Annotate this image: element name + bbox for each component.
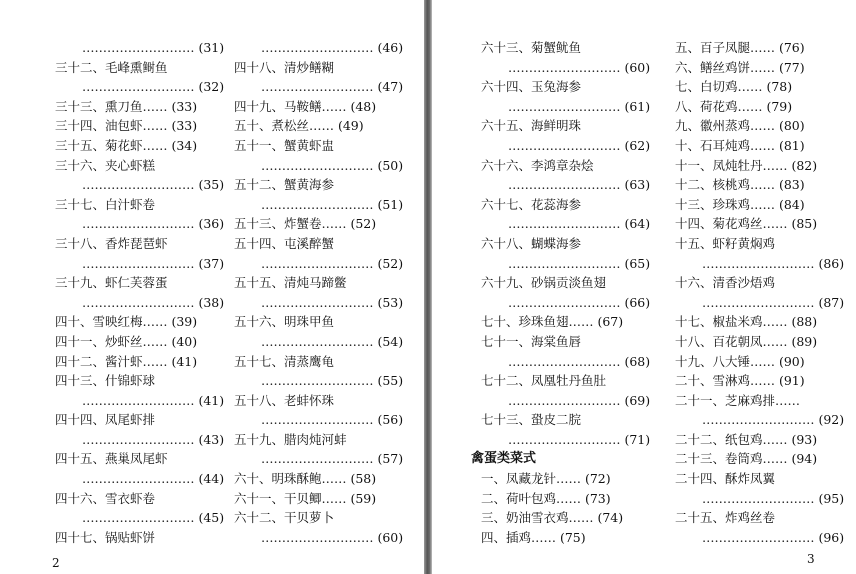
toc-line: 三十三、熏刀鱼…… (33) [55, 98, 198, 114]
toc-line: 二十三、卷筒鸡…… (94) [675, 451, 818, 467]
left-column-2 [234, 38, 403, 547]
section-heading: 禽蛋类菜式 [471, 451, 537, 467]
toc-line: 五十一、蟹黄虾盅 [234, 137, 335, 153]
toc-line: ……………………… (57) [261, 451, 404, 467]
toc-line: ……………………… (61) [508, 98, 651, 114]
toc-line: 三十五、菊花虾…… (34) [55, 137, 198, 153]
toc-line: 七、白切鸡…… (78) [675, 79, 793, 95]
toc-line: ……………………… (38) [82, 294, 225, 310]
toc-line: ……………………… (36) [82, 216, 225, 232]
toc-line: 二十、雪淋鸡…… (91) [675, 373, 805, 389]
toc-line: 三十八、香炸琵琶虾 [55, 235, 168, 251]
toc-line: ……………………… (65) [508, 255, 651, 271]
toc-line: 五十七、清蒸鹰龟 [234, 353, 335, 369]
toc-line: 十七、椒盐米鸡…… (88) [675, 314, 818, 330]
toc-line: ……………………… (51) [261, 196, 404, 212]
toc-line: ……………………… (31) [82, 40, 225, 55]
right-column-1 [471, 38, 651, 547]
toc-line: ……………………… (44) [82, 471, 225, 487]
toc-line: ……………………… (86) [702, 255, 845, 271]
toc-line: ……………………… (71) [508, 431, 651, 447]
toc-line: ……………………… (53) [261, 294, 404, 310]
toc-line: 五十、煮松丝…… (49) [234, 118, 364, 134]
toc-line: 四十八、清炒鳝糊 [234, 59, 335, 75]
toc-line: 六十九、砂锅贡淡鱼翅 [481, 275, 607, 291]
toc-line: 六十七、花蕊海参 [481, 196, 582, 212]
toc-line: 六十三、菊蟹鱿鱼 [481, 40, 582, 55]
toc-line: 二、荷叶包鸡…… (73) [481, 490, 611, 506]
page-number-left: 2 [52, 556, 60, 570]
toc-line: 四十一、炒虾丝…… (40) [55, 333, 198, 349]
toc-line: ……………………… (43) [82, 431, 225, 447]
toc-line: ……………………… (56) [261, 412, 404, 428]
toc-line: 六十五、海鲜明珠 [481, 118, 582, 134]
toc-line: ……………………… (35) [82, 177, 225, 193]
toc-line: 三十四、油包虾…… (33) [55, 118, 198, 134]
toc-line: 五十二、蟹黄海参 [234, 177, 335, 193]
toc-line: 七十、珍珠鱼翅…… (67) [481, 314, 624, 330]
toc-line: ……………………… (45) [82, 510, 225, 526]
toc-line: 六十六、李鸿章杂烩 [481, 157, 594, 173]
toc-line: 五十六、明珠甲鱼 [234, 314, 335, 330]
page-number-right: 3 [807, 552, 815, 566]
book-gutter [424, 0, 432, 574]
toc-line: 六十四、玉兔海参 [481, 79, 582, 95]
toc-line: 三十二、毛峰熏鲥鱼 [55, 59, 168, 75]
toc-line: 十四、菊花鸡丝…… (85) [675, 216, 818, 232]
toc-line: 九、徽州蒸鸡…… (80) [675, 118, 805, 134]
toc-line: 五十八、老蚌怀珠 [234, 392, 335, 408]
toc-line: 二十二、纸包鸡…… (93) [675, 431, 818, 447]
toc-line: 六十一、干贝鲫…… (59) [234, 490, 377, 506]
toc-line: 五十五、清炖马蹄鳖 [234, 275, 347, 291]
toc-line: 六十、明珠酥鲍…… (58) [234, 471, 377, 487]
toc-line: 四十六、雪衣虾卷 [55, 490, 156, 506]
toc-line: 三、奶油雪衣鸡…… (74) [481, 510, 624, 526]
toc-line: 三十六、夹心虾糕 [55, 157, 156, 173]
toc-line: 七十三、蛩皮二脘 [481, 412, 582, 428]
toc-line: 四十九、马鞍鳝…… (48) [234, 98, 377, 114]
toc-line: ……………………… (46) [261, 40, 404, 55]
toc-line: 五十九、腊肉炖河蚌 [234, 431, 347, 447]
toc-line: ……………………… (69) [508, 392, 651, 408]
toc-line: 三十九、虾仁芙蓉蛋 [55, 275, 168, 291]
toc-line: 二十一、芝麻鸡排…… [675, 392, 801, 408]
toc-line: 四十二、酱汁虾…… (41) [55, 353, 198, 369]
toc-line: 三十七、白汁虾卷 [55, 196, 156, 212]
toc-line: 六十二、干贝萝卜 [234, 510, 335, 526]
toc-line: ……………………… (41) [82, 392, 225, 408]
toc-line: 四十七、锅贴虾饼 [55, 529, 156, 545]
toc-line: 五十三、炸蟹卷…… (52) [234, 216, 377, 232]
toc-line: 六十八、蝴蝶海参 [481, 235, 582, 251]
toc-line: 六、鳝丝鸡饼…… (77) [675, 59, 805, 75]
toc-line: ……………………… (62) [508, 137, 651, 153]
left-column-1 [55, 38, 224, 547]
toc-line: ……………………… (63) [508, 177, 651, 193]
toc-line: ……………………… (68) [508, 353, 651, 369]
toc-line: ……………………… (55) [261, 373, 404, 389]
toc-line: 四十、雪映红梅…… (39) [55, 314, 198, 330]
toc-line: 十八、百花朝凤…… (89) [675, 333, 818, 349]
toc-line: 十、石耳炖鸡…… (81) [675, 137, 805, 153]
toc-line: ……………………… (95) [702, 490, 845, 506]
toc-line: 二十五、炸鸡丝卷 [675, 510, 776, 526]
toc-line: 四十三、什锦虾球 [55, 373, 156, 389]
toc-line: ……………………… (92) [702, 412, 845, 428]
toc-line: ……………………… (66) [508, 294, 651, 310]
toc-line: ……………………… (32) [82, 79, 225, 95]
toc-line: 八、荷花鸡…… (79) [675, 98, 793, 114]
right-column-2 [675, 38, 844, 547]
toc-line: ……………………… (52) [261, 255, 404, 271]
right-page [432, 0, 856, 574]
toc-line: ……………………… (54) [261, 333, 404, 349]
left-page [0, 0, 424, 574]
toc-line: 四十五、燕巢凤尾虾 [55, 451, 168, 467]
toc-line: 七十二、凤凰牡丹鱼肚 [481, 373, 607, 389]
toc-line: 十一、凤炖牡丹…… (82) [675, 157, 818, 173]
toc-line: 十二、核桃鸡…… (83) [675, 177, 805, 193]
toc-line: 一、凤藏龙针…… (72) [481, 471, 611, 487]
toc-line: ……………………… (47) [261, 79, 404, 95]
toc-line: 五、百子凤腿…… (76) [675, 40, 805, 55]
toc-line: 十三、珍珠鸡…… (84) [675, 196, 805, 212]
toc-line: ……………………… (60) [508, 59, 651, 75]
toc-line: ……………………… (96) [702, 529, 845, 545]
toc-line: 十九、八大锤…… (90) [675, 353, 805, 369]
toc-line: ……………………… (64) [508, 216, 651, 232]
toc-line: ……………………… (37) [82, 255, 225, 271]
toc-line: 十六、清香沙焐鸡 [675, 275, 776, 291]
toc-line: 五十四、屯溪醉蟹 [234, 235, 335, 251]
toc-line: 二十四、酥炸凤翼 [675, 471, 776, 487]
toc-line: 七十一、海棠鱼唇 [481, 333, 582, 349]
toc-line: 十五、虾籽黄焖鸡 [675, 235, 776, 251]
toc-line: 四、插鸡…… (75) [481, 529, 586, 545]
toc-line: 四十四、凤尾虾排 [55, 412, 156, 428]
toc-line: ……………………… (87) [702, 294, 845, 310]
toc-line: ……………………… (60) [261, 529, 404, 545]
toc-line: ……………………… (50) [261, 157, 404, 173]
